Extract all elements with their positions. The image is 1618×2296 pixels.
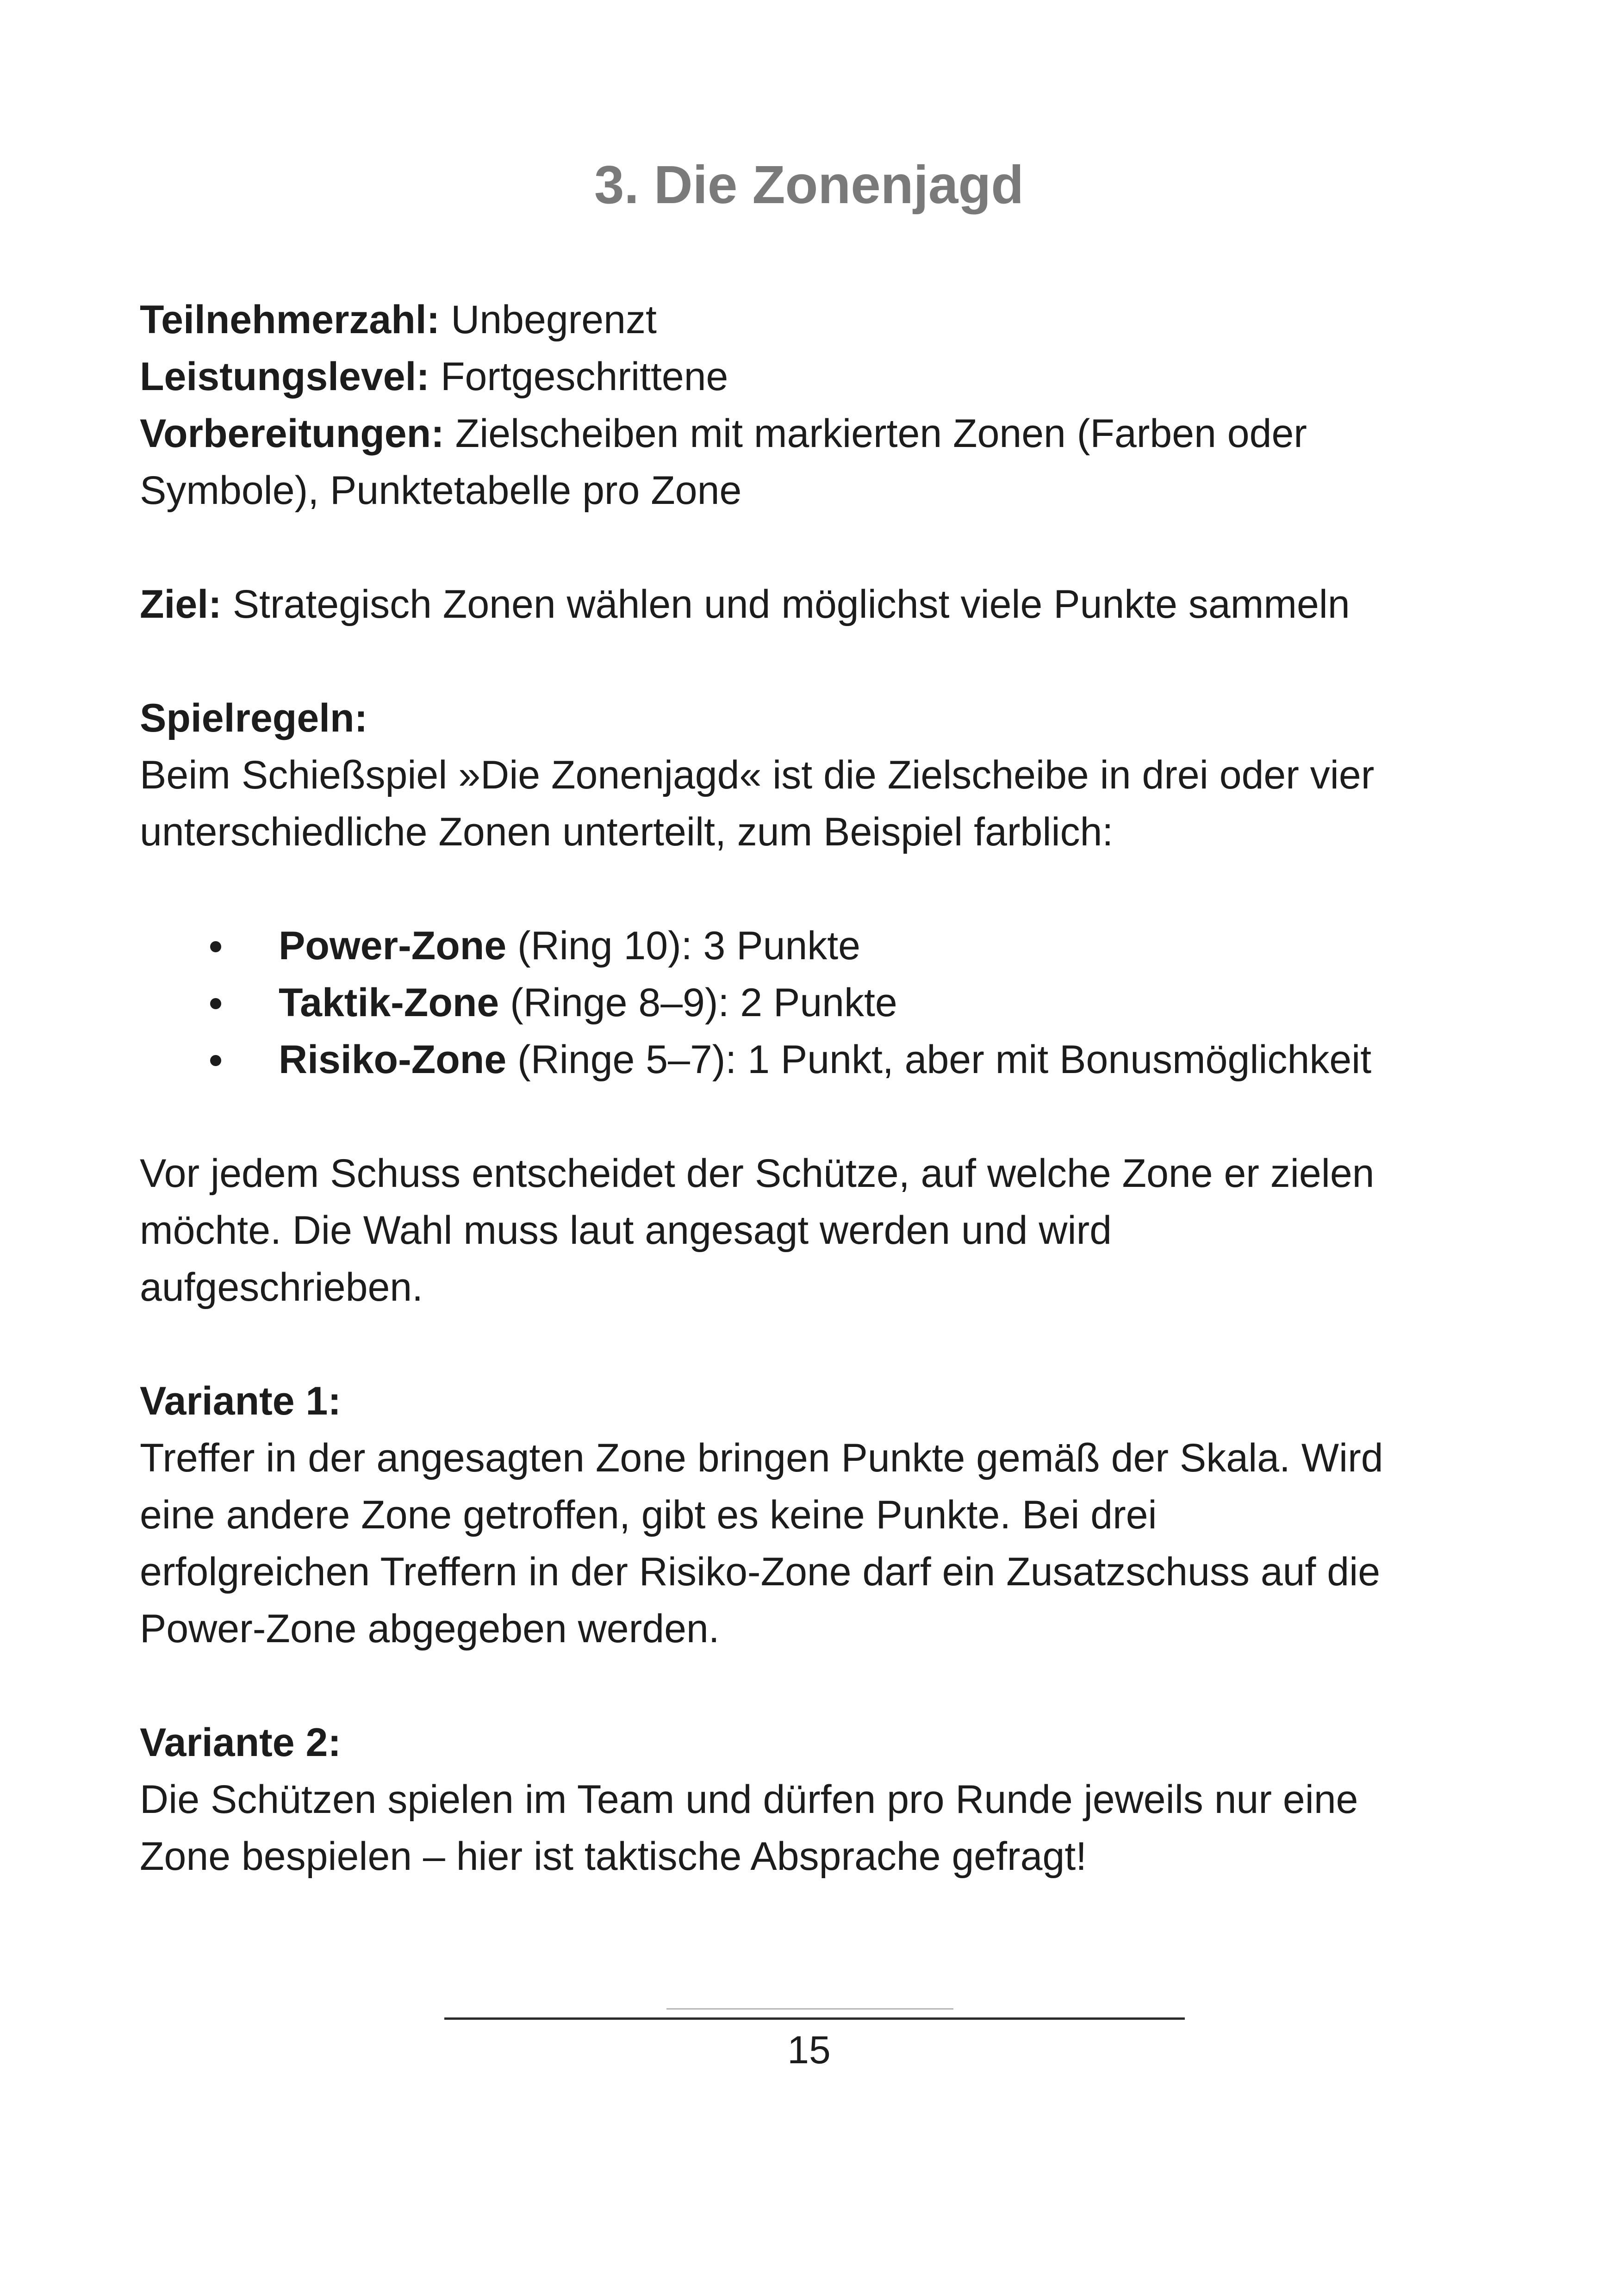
- preparations-line-2: Symbole), Punktetabelle pro Zone: [140, 468, 742, 513]
- page-title: 3. Die Zonenjagd: [594, 155, 1024, 215]
- variant1-heading: Variante 1:: [140, 1379, 341, 1423]
- level-label: Leistungslevel:: [140, 354, 430, 399]
- goal-line: [140, 576, 1482, 633]
- preparations-label: Vorbereitungen:: [140, 411, 444, 456]
- choice-line2: möchte. Die Wahl muss laut angesagt werden und wird: [140, 1208, 1112, 1253]
- rules-intro-line1: Beim Schießspiel »Die Zonenjagd« ist die Zielscheibe in drei oder vier: [140, 753, 1375, 797]
- goal-label: Ziel:: [140, 582, 222, 627]
- level-line: [140, 348, 1482, 405]
- spacer: [140, 1657, 1482, 1714]
- variant2-line2: Zone bespielen – hier ist taktische Absprache gefragt!: [140, 1834, 1087, 1879]
- preparations-line: [140, 405, 1482, 462]
- zone-name: Power-Zone: [279, 924, 507, 968]
- bullet-icon: [210, 1055, 221, 1066]
- variant1-line3: erfolgreichen Treffern in der Risiko-Zone darf ein Zusatzschuss auf die: [140, 1550, 1381, 1594]
- choice-line1: Vor jedem Schuss entscheidet der Schütze, auf welche Zone er zielen: [140, 1151, 1375, 1196]
- spacer: [140, 1316, 1482, 1373]
- variant1-line1: Treffer in der angesagten Zone bringen Punkte gemäß der Skala. Wird: [140, 1436, 1383, 1480]
- goal-value: Strategisch Zonen wählen und möglichst viele Punkte sammeln: [221, 582, 1350, 627]
- zone-detail: (Ringe 8–9): 2 Punkte: [499, 980, 897, 1025]
- spacer: [140, 519, 1482, 576]
- rules-heading: Spielregeln:: [140, 696, 368, 740]
- zone-name: Taktik-Zone: [279, 980, 499, 1025]
- footer-divider: [444, 2017, 1185, 2020]
- page-number: 15: [787, 2028, 831, 2072]
- list-item: [140, 974, 1482, 1031]
- spacer: [140, 861, 1482, 918]
- spacer: [140, 1088, 1482, 1145]
- preparations-value-line1: Zielscheiben mit markierten Zonen (Farben oder: [444, 411, 1307, 456]
- variant1-line4: Power-Zone abgegeben werden.: [140, 1607, 720, 1651]
- variant2-heading: Variante 2:: [140, 1720, 341, 1765]
- list-item: [140, 1031, 1482, 1088]
- variant2-line1: Die Schützen spielen im Team und dürfen pro Runde jeweils nur eine: [140, 1777, 1358, 1822]
- level-value: Fortgeschrittene: [429, 354, 728, 399]
- page-content: [140, 292, 1482, 1885]
- spacer: [140, 633, 1482, 690]
- participants-line: [140, 292, 1482, 348]
- bullet-icon: [210, 941, 221, 952]
- choice-line3: aufgeschrieben.: [140, 1265, 423, 1309]
- participants-label: Teilnehmerzahl:: [140, 298, 440, 342]
- rules-intro-line2: unterschiedliche Zonen unterteilt, zum Beispiel farblich:: [140, 810, 1114, 854]
- variant1-line2: eine andere Zone getroffen, gibt es keine Punkte. Bei drei: [140, 1493, 1157, 1537]
- participants-value: Unbegrenzt: [440, 298, 657, 342]
- bullet-icon: [210, 998, 221, 1009]
- zone-detail: (Ringe 5–7): 1 Punkt, aber mit Bonusmöglichkeit: [506, 1037, 1372, 1082]
- zone-detail: (Ring 10): 3 Punkte: [506, 924, 861, 968]
- list-item: [140, 918, 1482, 974]
- zone-name: Risiko-Zone: [279, 1037, 507, 1082]
- zone-list: [140, 918, 1482, 1088]
- footer-divider-accent: [666, 2008, 953, 2010]
